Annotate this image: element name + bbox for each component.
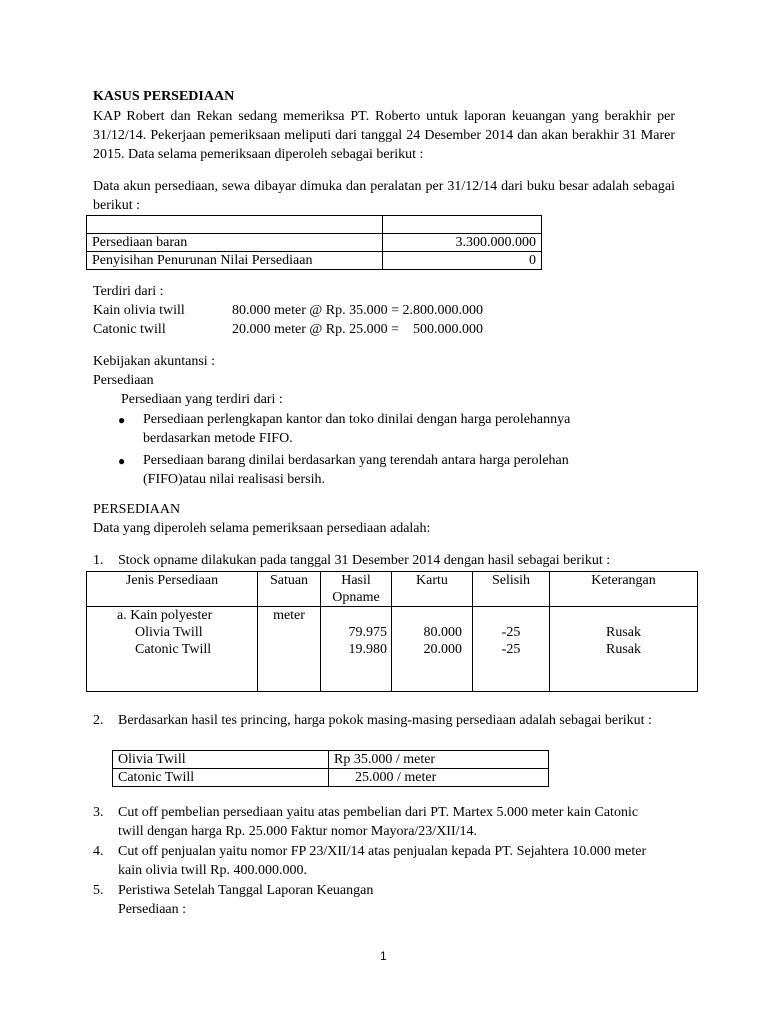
table-row [113,751,549,769]
section-heading: PERSEDIAAN [93,502,181,517]
keterangan-value: Rusak [606,642,641,657]
selisih-cell [473,607,550,692]
opname-cell [321,607,392,692]
policy-subheading: Persediaan [93,373,154,388]
table-header-row [87,572,698,607]
composition-heading: Terdiri dari : [93,284,164,299]
item-name-cell [87,607,258,692]
account-table [86,215,542,270]
bullet-icon: ● [118,454,126,468]
keterangan-cell [550,607,698,692]
stock-opname-table [86,571,698,692]
price-item-name: Catonic Twill [113,769,329,787]
policy-heading: Kebijakan akuntansi : [93,354,216,369]
table-row [87,252,542,270]
list-item-text: Stock opname dilakukan pada tanggal 31 Desember 2014 dengan hasil sebagai berikut : [118,553,611,568]
column-header: Hasil Opname [321,572,392,607]
list-number: 2. [93,713,104,728]
price-value: Rp 35.000 / meter [329,751,549,769]
list-item-text: Berdasarkan hasil tes princing, harga pokok masing-masing persediaan adalah sebagai berikut : [118,713,652,728]
table-row [113,769,549,787]
column-header: Kartu [392,572,473,607]
item-name: Catonic Twill [135,642,212,657]
account-amount [383,216,542,234]
item-unit: meter [273,608,305,623]
column-header: Jenis Persediaan [87,572,258,607]
column-header: Satuan [258,572,321,607]
policy-lead: Persediaan yang terdiri dari : [121,392,283,407]
account-label: Persediaan baran [87,234,383,252]
list-number: 3. [93,805,104,820]
kartu-value: 80.000 [423,625,462,640]
document-title: KASUS PERSEDIAAN [93,89,235,104]
account-amount: 3.300.000.000 [383,234,542,252]
composition-name: Catonic twill [93,322,166,337]
section-intro: Data yang diperoleh selama pemeriksaan persediaan adalah: [93,521,431,536]
account-intro: Data akun persediaan, sewa dibayar dimuka dan peralatan per 31/12/14 dari buku besar adalah sebagai berikut : [93,179,675,213]
price-value: 25.000 / meter [329,769,549,787]
composition-name: Kain olivia twill [93,303,185,318]
table-row [87,234,542,252]
table-row [87,607,698,692]
column-header: Selisih [473,572,550,607]
kartu-cell [392,607,473,692]
bullet-icon: ● [118,413,126,427]
composition-detail: 80.000 meter @ Rp. 35.000 = 2.800.000.000 [232,303,483,318]
list-item-subtext: Persediaan : [118,902,187,917]
account-amount: 0 [383,252,542,270]
price-item-name: Olivia Twill [113,751,329,769]
selisih-value: -25 [501,642,521,657]
page-number: 1 [380,949,387,963]
selisih-value: -25 [501,625,521,640]
policy-bullet: Persediaan barang dinilai berdasarkan yang terendah antara harga perolehan (FIFO)atau nilai realisasi bersih. [143,453,569,487]
account-label [87,216,383,234]
account-label: Penyisihan Penurunan Nilai Persediaan [87,252,383,270]
price-table [112,750,549,787]
list-item-text: Peristiwa Setelah Tanggal Laporan Keuangan [118,883,374,898]
opname-value: 19.980 [348,642,387,657]
group-label: a. Kain polyester [117,608,213,623]
table-row [87,216,542,234]
policy-bullet: Persediaan perlengkapan kantor dan toko dinilai dengan harga perolehannya berdasarkan metode FIFO. [143,412,571,446]
unit-cell [258,607,321,692]
kartu-value: 20.000 [423,642,462,657]
list-number: 4. [93,844,104,859]
item-name: Olivia Twill [135,625,203,640]
keterangan-value: Rusak [606,625,641,640]
list-item-text: Cut off pembelian persediaan yaitu atas pembelian dari PT. Martex 5.000 meter kain Catonic twill dengan harga Rp. 25.000 Faktur nomor Mayora/23/XII/14. [118,805,639,839]
list-number: 1. [93,553,104,568]
column-header: Keterangan [550,572,698,607]
composition-detail: 20.000 meter @ Rp. 25.000 = 500.000.000 [232,322,483,337]
list-item-text: Cut off penjualan yaitu nomor FP 23/XII/14 atas penjualan kepada PT. Sejahtera 10.000 meter kain olivia twill Rp. 400.000.000. [118,844,647,878]
intro-paragraph: KAP Robert dan Rekan sedang memeriksa PT. Roberto untuk laporan keuangan yang berakhir per 31/12/14. Pekerjaan pemeriksaan meliputi dari tanggal 24 Desember 2014 dan akan berakhir 31 Marer 2015. Data selama pemeriksaan diperoleh sebagai berikut : [93,109,675,162]
opname-value: 79.975 [348,625,387,640]
list-number: 5. [93,883,104,898]
